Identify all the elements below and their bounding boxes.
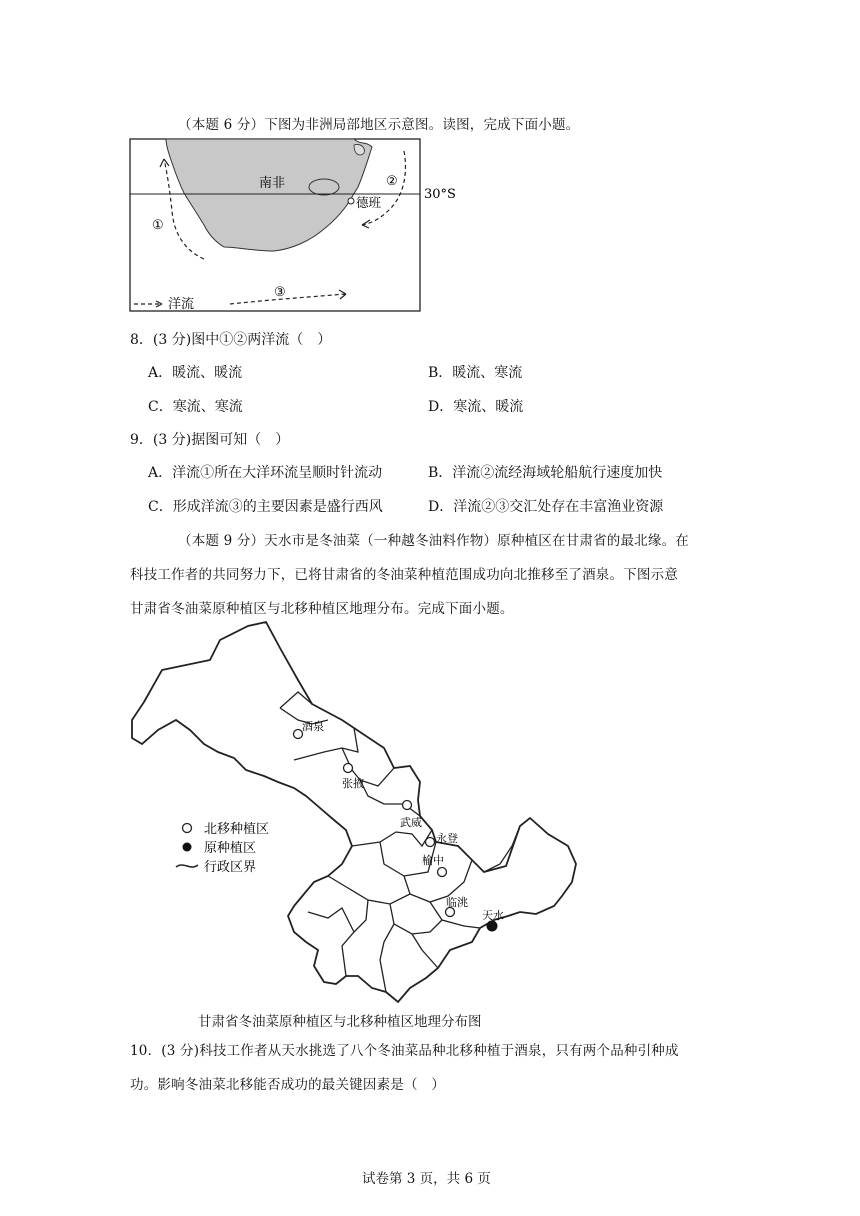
q8-option-b: B．暖流、寒流: [428, 365, 523, 381]
durban-marker: [348, 198, 354, 204]
q9-option-c: C．形成洋流③的主要因素是盛行西风: [148, 499, 383, 515]
lesotho-outline: [309, 179, 339, 195]
country-label: 南非: [259, 176, 286, 191]
q9-stem: 9．(3 分)据图可知（ ）: [130, 432, 290, 448]
africa-map: [128, 137, 463, 317]
city-label-wuwei: 武威: [400, 816, 422, 829]
city-label-yongdeng: 永登: [436, 832, 458, 845]
legend-boundary-label: 行政区界: [204, 860, 257, 875]
current-3-label: ③: [274, 285, 286, 300]
city-marker-tianshui: [487, 921, 497, 931]
q9-option-d: D．洋流②③交汇处存在丰富渔业资源: [428, 499, 664, 515]
current-1-label: ①: [152, 218, 164, 233]
city-marker-zhangye: [344, 764, 353, 773]
figure-caption: 甘肃省冬油菜原种植区与北移种植区地理分布图: [198, 1014, 482, 1030]
legend-current-label: 洋流: [168, 297, 195, 312]
q8-option-d: D．寒流、暖流: [428, 399, 524, 415]
page-footer: 试卷第 3 页，共 6 页: [362, 1171, 491, 1187]
legend-north-symbol: [183, 824, 192, 833]
q10-line1: 10．(3 分)科技工作者从天水挑选了八个冬油菜品种北移种植于酒泉，只有两个品种引种成: [130, 1043, 679, 1059]
city-marker-wuwei: [403, 801, 412, 810]
gansu-map: [128, 620, 598, 1004]
legend-north-label: 北移种植区: [204, 822, 270, 837]
city-label-zhangye: 张掖: [342, 777, 364, 790]
section-intro-1: （本题 6 分）下图为非洲局部地区示意图。读图，完成下面小题。: [178, 117, 580, 133]
latitude-label: 30°S: [424, 187, 456, 202]
city-label-tianshui: 天水: [482, 909, 504, 922]
q9-option-a: A．洋流①所在大洋环流呈顺时针流动: [148, 465, 383, 481]
city-marker-yongdeng: [426, 838, 435, 847]
section-intro-2-line3: 甘肃省冬油菜原种植区与北移种植区地理分布。完成下面小题。: [130, 601, 514, 617]
legend-orig-symbol: [183, 843, 192, 852]
section-intro-2-line1: （本题 9 分）天水市是冬油菜（一种越冬油料作物）原种植区在甘肃省的最北缘。在: [178, 533, 689, 549]
q10-line2: 功。影响冬油菜北移能否成功的最关键因素是（ ）: [130, 1077, 446, 1093]
city-label-yuzhong: 榆中: [422, 854, 444, 867]
q8-option-a: A．暖流、暖流: [148, 365, 243, 381]
q9-option-b: B．洋流②流经海域轮船航行速度加快: [428, 465, 663, 481]
legend-boundary-symbol: [176, 865, 198, 867]
city-label-lintao: 临洮: [446, 896, 468, 909]
section-intro-2-line2: 科技工作者的共同努力下，已将甘肃省的冬油菜种植范围成功向北推移至了酒泉。下图示意: [130, 567, 678, 583]
q8-stem: 8．(3 分)图中①②两洋流（ ）: [130, 332, 332, 348]
current-2-label: ②: [386, 174, 398, 189]
city-label-jiuquan: 酒泉: [302, 720, 324, 733]
city-marker-yuzhong: [438, 868, 447, 877]
q8-option-c: C．寒流、寒流: [148, 399, 243, 415]
city-label: 德班: [356, 195, 382, 210]
legend-orig-label: 原种植区: [204, 841, 257, 856]
province-outline: [132, 622, 576, 1002]
